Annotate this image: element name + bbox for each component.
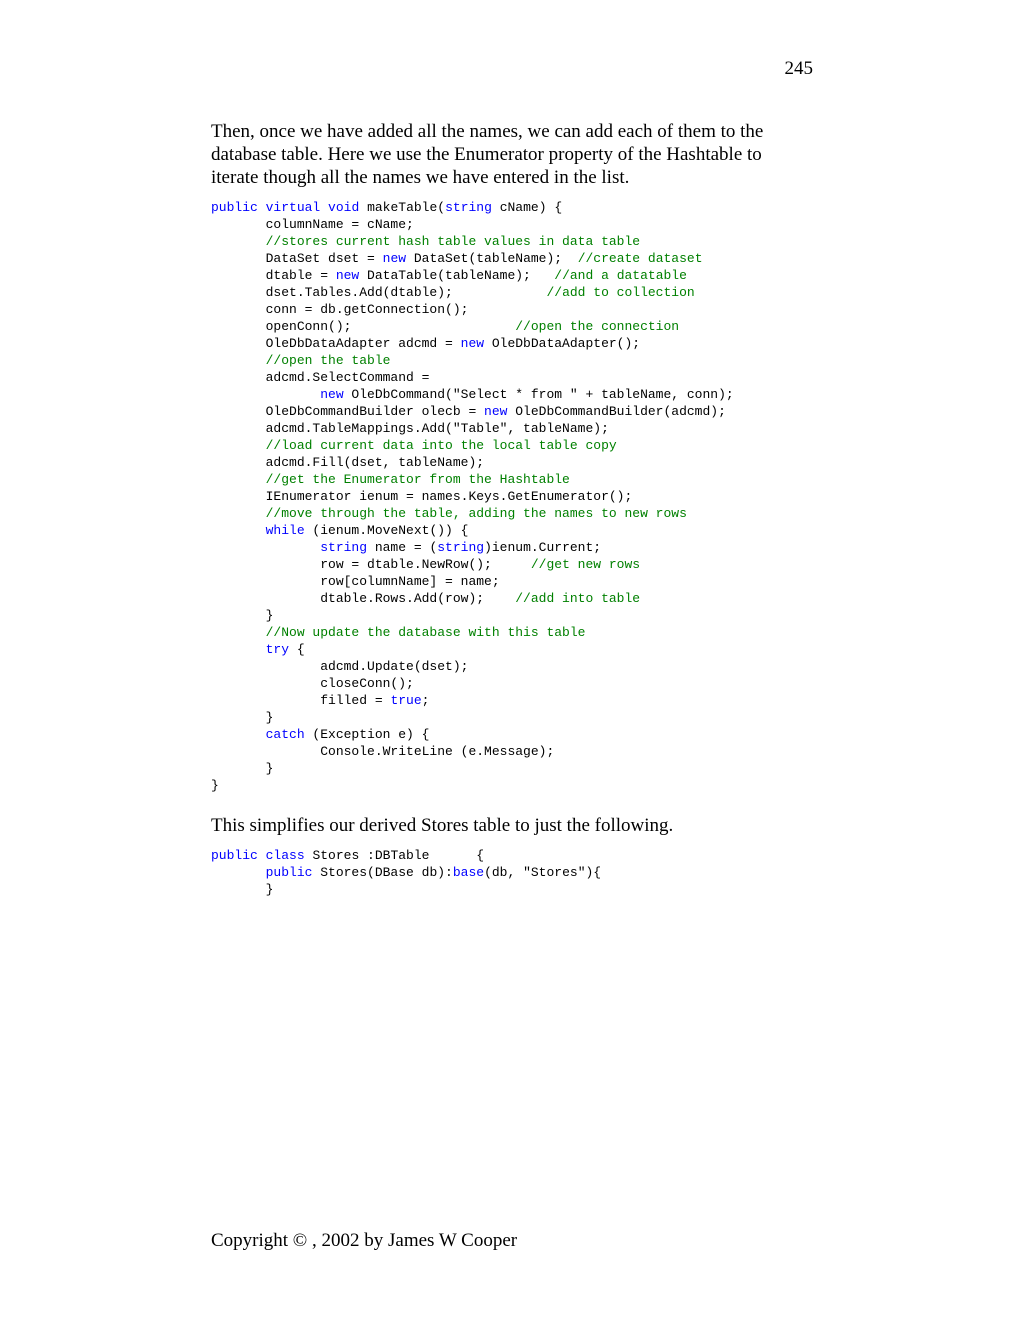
code-line <box>211 301 734 318</box>
code-comment: //create dataset <box>577 251 703 266</box>
code-text: DataSet dset = <box>211 251 383 266</box>
code-line <box>211 709 734 726</box>
code-text: } <box>211 761 274 776</box>
code-keyword: new <box>382 251 407 266</box>
code-keyword: new <box>320 387 344 402</box>
code-text <box>211 727 266 742</box>
code-text: )ienum.Current; <box>484 540 602 555</box>
code-text <box>258 848 266 863</box>
code-text: } <box>211 608 274 623</box>
intro-line: Then, once we have added all the names, we can add each of them to the <box>211 121 764 142</box>
code-text: adcmd.SelectCommand = <box>211 370 430 385</box>
code-line <box>211 233 734 250</box>
code-line <box>211 641 734 658</box>
code-line <box>211 692 734 709</box>
code-line <box>211 437 734 454</box>
intro-paragraph <box>211 120 811 189</box>
code-text <box>258 200 266 215</box>
code-line <box>211 864 601 881</box>
code-comment: //open the connection <box>515 319 680 334</box>
code-line <box>211 335 734 352</box>
code-line <box>211 488 734 505</box>
code-line <box>211 607 734 624</box>
code-line <box>211 420 734 437</box>
code-text: filled = <box>211 693 391 708</box>
code-text: dtable = <box>211 268 336 283</box>
code-line <box>211 658 734 675</box>
code-keyword: void <box>328 200 360 215</box>
code-comment: //and a datatable <box>554 268 687 283</box>
code-line <box>211 675 734 692</box>
code-text: } <box>211 882 274 897</box>
code-text <box>211 642 266 657</box>
code-text: name = ( <box>367 540 438 555</box>
code-comment: //Now update the database with this table <box>265 625 586 640</box>
code-line <box>211 284 734 301</box>
code-text: closeConn(); <box>211 676 414 691</box>
code-line <box>211 471 734 488</box>
code-line <box>211 556 734 573</box>
code-text: OleDbCommandBuilder olecb = <box>211 404 485 419</box>
code-text <box>211 625 266 640</box>
code-line <box>211 522 734 539</box>
code-text: adcmd.Update(dset); <box>211 659 469 674</box>
code-keyword: public <box>211 200 258 215</box>
code-text: columnName = cName; <box>211 217 414 232</box>
code-keyword: try <box>265 642 290 657</box>
code-line <box>211 847 601 864</box>
code-comment: //add to collection <box>546 285 695 300</box>
code-text: OleDbCommandBuilder(adcmd); <box>507 404 726 419</box>
page-number: 245 <box>784 58 813 79</box>
make-table-code-block <box>211 199 734 794</box>
code-text: (db, "Stores"){ <box>484 865 602 880</box>
code-text: Console.WriteLine (e.Message); <box>211 744 555 759</box>
code-text: (Exception e) { <box>304 727 430 742</box>
code-keyword: string <box>445 200 492 215</box>
code-text: conn = db.getConnection(); <box>211 302 469 317</box>
code-line <box>211 386 734 403</box>
code-line <box>211 539 734 556</box>
code-comment: //open the table <box>265 353 391 368</box>
code-text <box>211 865 266 880</box>
code-line <box>211 777 734 794</box>
code-comment: //add into table <box>515 591 641 606</box>
code-text <box>211 506 266 521</box>
code-text: dtable.Rows.Add(row); <box>211 591 516 606</box>
code-line <box>211 624 734 641</box>
code-text <box>211 234 266 249</box>
code-line <box>211 369 734 386</box>
intro-line: iterate though all the names we have entered in the list. <box>211 167 630 188</box>
code-text: row = dtable.NewRow(); <box>211 557 531 572</box>
code-line <box>211 505 734 522</box>
code-text: OleDbDataAdapter(); <box>484 336 641 351</box>
code-keyword: base <box>452 865 485 880</box>
code-keyword: virtual <box>265 200 321 215</box>
code-keyword: true <box>390 693 422 708</box>
code-text: row[columnName] = name; <box>211 574 500 589</box>
code-text <box>320 200 328 215</box>
code-text: DataSet(tableName); <box>406 251 578 266</box>
code-text: cName) { <box>491 200 563 215</box>
code-line <box>211 760 734 777</box>
code-text: makeTable( <box>359 200 446 215</box>
code-keyword: string <box>437 540 485 555</box>
code-line <box>211 454 734 471</box>
code-keyword: while <box>265 523 305 538</box>
code-line <box>211 726 734 743</box>
code-text: dset.Tables.Add(dtable); <box>211 285 547 300</box>
code-keyword: new <box>460 336 485 351</box>
code-text: adcmd.TableMappings.Add("Table", tableName); <box>211 421 609 436</box>
code-text: IEnumerator ienum = names.Keys.GetEnumerator(); <box>211 489 633 504</box>
code-comment: //load current data into the local table copy <box>265 438 617 453</box>
code-text <box>211 523 266 538</box>
code-text: Stores(DBase db): <box>312 865 453 880</box>
code-text: adcmd.Fill(dset, tableName); <box>211 455 485 470</box>
code-text: } <box>211 778 219 793</box>
code-keyword: public <box>265 865 313 880</box>
code-line <box>211 743 734 760</box>
code-comment: //get the Enumerator from the Hashtable <box>265 472 570 487</box>
stores-paragraph: This simplifies our derived Stores table to just the following. <box>211 815 674 836</box>
code-text <box>211 540 320 555</box>
code-keyword: new <box>484 404 508 419</box>
code-comment: //get new rows <box>530 557 641 572</box>
code-text <box>211 353 266 368</box>
code-line <box>211 199 734 216</box>
code-keyword: string <box>320 540 368 555</box>
code-text: Stores :DBTable { <box>304 848 485 863</box>
code-text: { <box>289 642 305 657</box>
code-text: ; <box>421 693 430 708</box>
intro-line: database table. Here we use the Enumerator property of the Hashtable to <box>211 144 762 165</box>
code-line <box>211 881 601 898</box>
code-comment: //stores current hash table values in data table <box>265 234 641 249</box>
code-comment: //move through the table, adding the names to new rows <box>265 506 687 521</box>
code-text: openConn(); <box>211 319 516 334</box>
code-line <box>211 590 734 607</box>
code-text: (ienum.MoveNext()) { <box>304 523 469 538</box>
code-line <box>211 250 734 267</box>
code-keyword: new <box>335 268 360 283</box>
code-text <box>211 387 320 402</box>
code-text: } <box>211 710 274 725</box>
code-text: OleDbDataAdapter adcmd = <box>211 336 461 351</box>
code-line <box>211 216 734 233</box>
code-keyword: catch <box>265 727 305 742</box>
code-line <box>211 403 734 420</box>
stores-class-code-block <box>211 847 601 898</box>
code-line <box>211 267 734 284</box>
copyright-footer: Copyright © , 2002 by James W Cooper <box>211 1230 518 1251</box>
code-keyword: class <box>265 848 305 863</box>
code-line <box>211 573 734 590</box>
code-text <box>211 472 266 487</box>
code-text <box>211 438 266 453</box>
code-text: DataTable(tableName); <box>359 268 555 283</box>
code-line <box>211 352 734 369</box>
code-text: OleDbCommand("Select * from " + tableName, conn); <box>343 387 734 402</box>
code-line <box>211 318 734 335</box>
code-keyword: public <box>211 848 258 863</box>
